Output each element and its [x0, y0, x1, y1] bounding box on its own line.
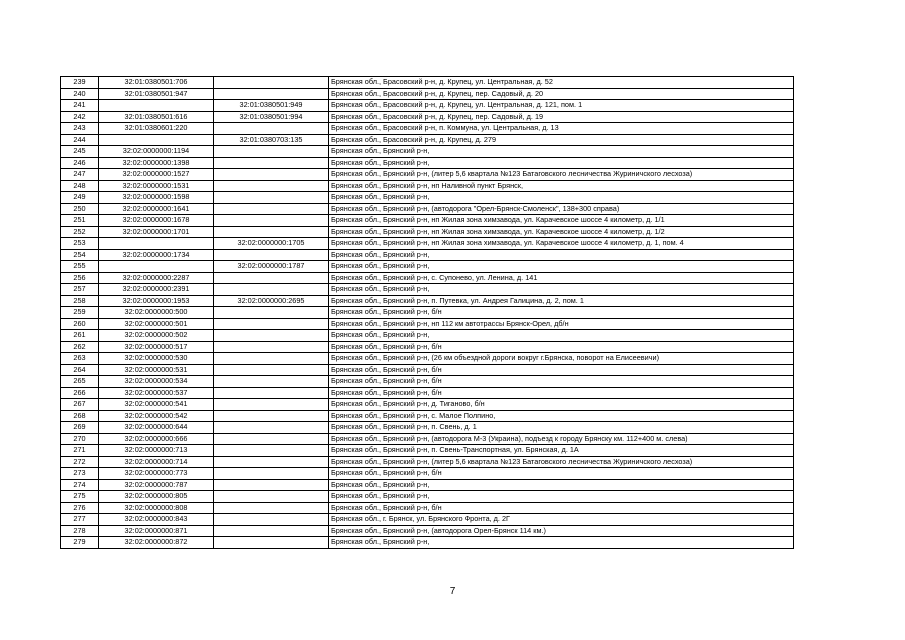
cadastral-number-cell: 32:02:0000000:871 [99, 525, 214, 537]
cadastral-number-cell: 32:02:0000000:843 [99, 514, 214, 526]
table-row [61, 491, 794, 503]
cadastral-number-cell: 32:02:0000000:808 [99, 502, 214, 514]
related-cadastral-number-cell: 32:01:0380501:949 [214, 100, 329, 112]
address-cell: Брянская обл., Брянский р-н, нп Жилая зона химзавода, ул. Карачевское шоссе 4 километр, д. 1/2 [329, 226, 794, 238]
related-cadastral-number-cell [214, 192, 329, 204]
address-cell: Брянская обл., Брянский р-н, (автодорога "Орел-Брянск-Смоленск", 138+300 справа) [329, 203, 794, 215]
cadastral-number-cell: 32:01:0380501:947 [99, 88, 214, 100]
related-cadastral-number-cell [214, 203, 329, 215]
related-cadastral-number-cell: 32:02:0000000:2695 [214, 295, 329, 307]
table-row [61, 479, 794, 491]
related-cadastral-number-cell [214, 399, 329, 411]
table-row [61, 249, 794, 261]
address-cell: Брянская обл., Брянский р-н, (литер 5,6 квартала №123 Батаговского лесничества Журиничского лесхоза) [329, 456, 794, 468]
row-number-cell: 247 [61, 169, 99, 181]
address-cell: Брянская обл., Брянский р-н, [329, 192, 794, 204]
table-row [61, 433, 794, 445]
cadastral-number-cell: 32:02:0000000:2391 [99, 284, 214, 296]
table-row [61, 88, 794, 100]
related-cadastral-number-cell [214, 456, 329, 468]
address-cell: Брянская обл., Брянский р-н, б/н [329, 341, 794, 353]
address-cell: Брянская обл., Брянский р-н, п. Путевка, ул. Андрея Галицина, д. 2, пом. 1 [329, 295, 794, 307]
row-number-cell: 268 [61, 410, 99, 422]
cadastral-number-cell: 32:02:0000000:500 [99, 307, 214, 319]
related-cadastral-number-cell [214, 422, 329, 434]
row-number-cell: 273 [61, 468, 99, 480]
row-number-cell: 245 [61, 146, 99, 158]
table-row [61, 307, 794, 319]
cadastral-number-cell: 32:02:0000000:713 [99, 445, 214, 457]
table-row [61, 169, 794, 181]
row-number-cell: 272 [61, 456, 99, 468]
cadastral-number-cell: 32:02:0000000:666 [99, 433, 214, 445]
row-number-cell: 270 [61, 433, 99, 445]
related-cadastral-number-cell [214, 249, 329, 261]
table-row [61, 364, 794, 376]
related-cadastral-number-cell [214, 169, 329, 181]
table-row [61, 146, 794, 158]
cadastral-number-cell [99, 134, 214, 146]
related-cadastral-number-cell [214, 272, 329, 284]
row-number-cell: 267 [61, 399, 99, 411]
row-number-cell: 251 [61, 215, 99, 227]
table-row [61, 134, 794, 146]
address-cell: Брянская обл., Брянский р-н, нп Жилая зона химзавода, ул. Карачевское шоссе 4 километр, д. 1, пом. 4 [329, 238, 794, 250]
related-cadastral-number-cell [214, 410, 329, 422]
cadastral-number-cell: 32:02:0000000:501 [99, 318, 214, 330]
row-number-cell: 249 [61, 192, 99, 204]
row-number-cell: 269 [61, 422, 99, 434]
row-number-cell: 277 [61, 514, 99, 526]
address-cell: Брянская обл., Брасовский р-н, д. Крупец, ул. Центральная, д. 121, пом. 1 [329, 100, 794, 112]
table-row [61, 422, 794, 434]
row-number-cell: 271 [61, 445, 99, 457]
table-row [61, 376, 794, 388]
address-cell: Брянская обл., Брянский р-н, нп Наливной пункт Брянск, [329, 180, 794, 192]
address-cell: Брянская обл., Брянский р-н, (автодорога Орел-Брянск 114 км.) [329, 525, 794, 537]
page-number: 7 [449, 586, 456, 597]
table-row [61, 100, 794, 112]
cadastral-number-cell: 32:02:0000000:1953 [99, 295, 214, 307]
address-cell: Брянская обл., Брянский р-н, [329, 330, 794, 342]
address-cell: Брянская обл., Брянский р-н, с. Супонево, ул. Ленина, д. 141 [329, 272, 794, 284]
row-number-cell: 242 [61, 111, 99, 123]
related-cadastral-number-cell [214, 318, 329, 330]
related-cadastral-number-cell: 32:02:0000000:1705 [214, 238, 329, 250]
address-cell: Брянская обл., Брянский р-н, п. Свень, д. 1 [329, 422, 794, 434]
related-cadastral-number-cell [214, 341, 329, 353]
cadastral-number-cell: 32:02:0000000:531 [99, 364, 214, 376]
related-cadastral-number-cell [214, 445, 329, 457]
row-number-cell: 278 [61, 525, 99, 537]
table-row [61, 77, 794, 89]
table-row [61, 180, 794, 192]
property-registry-table [60, 76, 794, 549]
cadastral-number-cell: 32:02:0000000:787 [99, 479, 214, 491]
address-cell: Брянская обл., Брасовский р-н, д. Крупец, д. 279 [329, 134, 794, 146]
related-cadastral-number-cell [214, 353, 329, 365]
address-cell: Брянская обл., Брасовский р-н, д. Крупец, ул. Центральная, д. 52 [329, 77, 794, 89]
cadastral-number-cell: 32:02:0000000:714 [99, 456, 214, 468]
row-number-cell: 243 [61, 123, 99, 135]
row-number-cell: 257 [61, 284, 99, 296]
table-row [61, 192, 794, 204]
related-cadastral-number-cell [214, 537, 329, 549]
table-row [61, 111, 794, 123]
related-cadastral-number-cell [214, 77, 329, 89]
address-cell: Брянская обл., Брянский р-н, б/н [329, 376, 794, 388]
cadastral-number-cell [99, 100, 214, 112]
table-row [61, 238, 794, 250]
cadastral-number-cell: 32:02:0000000:773 [99, 468, 214, 480]
cadastral-number-cell: 32:02:0000000:644 [99, 422, 214, 434]
table-row [61, 261, 794, 273]
cadastral-number-cell: 32:02:0000000:872 [99, 537, 214, 549]
related-cadastral-number-cell [214, 123, 329, 135]
row-number-cell: 261 [61, 330, 99, 342]
row-number-cell: 252 [61, 226, 99, 238]
address-cell: Брянская обл., Брасовский р-н, д. Крупец, пер. Садовый, д. 20 [329, 88, 794, 100]
row-number-cell: 274 [61, 479, 99, 491]
cadastral-number-cell: 32:02:0000000:537 [99, 387, 214, 399]
table-row [61, 226, 794, 238]
cadastral-number-cell: 32:02:0000000:1641 [99, 203, 214, 215]
related-cadastral-number-cell [214, 376, 329, 388]
row-number-cell: 255 [61, 261, 99, 273]
address-cell: Брянская обл., Брянский р-н, (литер 5,6 квартала №123 Батаговского лесничества Журиничского лесхоза) [329, 169, 794, 181]
cadastral-number-cell: 32:02:0000000:517 [99, 341, 214, 353]
related-cadastral-number-cell [214, 468, 329, 480]
cadastral-number-cell: 32:02:0000000:1527 [99, 169, 214, 181]
table-row [61, 284, 794, 296]
table-row [61, 341, 794, 353]
cadastral-number-cell: 32:02:0000000:502 [99, 330, 214, 342]
related-cadastral-number-cell [214, 146, 329, 158]
row-number-cell: 259 [61, 307, 99, 319]
related-cadastral-number-cell [214, 479, 329, 491]
table-row [61, 410, 794, 422]
address-cell: Брянская обл., Брянский р-н, [329, 157, 794, 169]
address-cell: Брянская обл., Брянский р-н, нп Жилая зона химзавода, ул. Карачевское шоссе 4 километр, д. 1/1 [329, 215, 794, 227]
address-cell: Брянская обл., Брянский р-н, [329, 491, 794, 503]
related-cadastral-number-cell [214, 157, 329, 169]
row-number-cell: 248 [61, 180, 99, 192]
row-number-cell: 276 [61, 502, 99, 514]
related-cadastral-number-cell [214, 330, 329, 342]
row-number-cell: 262 [61, 341, 99, 353]
table-row [61, 525, 794, 537]
address-cell: Брянская обл., Брянский р-н, [329, 479, 794, 491]
address-cell: Брянская обл., Брянский р-н, [329, 249, 794, 261]
row-number-cell: 256 [61, 272, 99, 284]
related-cadastral-number-cell [214, 215, 329, 227]
table-row [61, 502, 794, 514]
row-number-cell: 250 [61, 203, 99, 215]
related-cadastral-number-cell: 32:01:0380501:994 [214, 111, 329, 123]
cadastral-number-cell: 32:02:0000000:1701 [99, 226, 214, 238]
address-cell: Брянская обл., Брянский р-н, [329, 537, 794, 549]
address-cell: Брянская обл., Брянский р-н, б/н [329, 364, 794, 376]
cadastral-number-cell [99, 261, 214, 273]
table-row [61, 215, 794, 227]
related-cadastral-number-cell [214, 88, 329, 100]
cadastral-number-cell: 32:01:0380501:616 [99, 111, 214, 123]
cadastral-number-cell [99, 238, 214, 250]
cadastral-number-cell: 32:02:0000000:805 [99, 491, 214, 503]
table-row [61, 537, 794, 549]
table-row [61, 514, 794, 526]
table-body [61, 77, 794, 549]
table-row [61, 353, 794, 365]
row-number-cell: 265 [61, 376, 99, 388]
address-cell: Брянская обл., Брянский р-н, (26 км объездной дороги вокруг г.Брянска, поворот на Елисеевичи) [329, 353, 794, 365]
address-cell: Брянская обл., Брянский р-н, б/н [329, 468, 794, 480]
table-row [61, 123, 794, 135]
address-cell: Брянская обл., Брасовский р-н, п. Коммуна, ул. Центральная, д. 13 [329, 123, 794, 135]
address-cell: Брянская обл., Брасовский р-н, д. Крупец, пер. Садовый, д. 19 [329, 111, 794, 123]
row-number-cell: 258 [61, 295, 99, 307]
table-row [61, 157, 794, 169]
address-cell: Брянская обл., Брянский р-н, [329, 284, 794, 296]
table-row [61, 445, 794, 457]
related-cadastral-number-cell: 32:02:0000000:1787 [214, 261, 329, 273]
row-number-cell: 279 [61, 537, 99, 549]
cadastral-number-cell: 32:02:0000000:534 [99, 376, 214, 388]
table-row [61, 272, 794, 284]
cadastral-number-cell: 32:02:0000000:2287 [99, 272, 214, 284]
related-cadastral-number-cell [214, 364, 329, 376]
table-row [61, 456, 794, 468]
cadastral-number-cell: 32:02:0000000:530 [99, 353, 214, 365]
address-cell: Брянская обл., Брянский р-н, [329, 146, 794, 158]
address-cell: Брянская обл., Брянский р-н, д. Тиганово, б/н [329, 399, 794, 411]
row-number-cell: 253 [61, 238, 99, 250]
related-cadastral-number-cell [214, 502, 329, 514]
cadastral-number-cell: 32:02:0000000:1531 [99, 180, 214, 192]
row-number-cell: 263 [61, 353, 99, 365]
related-cadastral-number-cell [214, 284, 329, 296]
row-number-cell: 260 [61, 318, 99, 330]
table-row [61, 468, 794, 480]
row-number-cell: 239 [61, 77, 99, 89]
address-cell: Брянская обл., Брянский р-н, б/н [329, 387, 794, 399]
row-number-cell: 264 [61, 364, 99, 376]
cadastral-number-cell: 32:02:0000000:1734 [99, 249, 214, 261]
cadastral-number-cell: 32:02:0000000:1678 [99, 215, 214, 227]
table-row [61, 295, 794, 307]
related-cadastral-number-cell [214, 180, 329, 192]
related-cadastral-number-cell [214, 226, 329, 238]
row-number-cell: 275 [61, 491, 99, 503]
related-cadastral-number-cell [214, 491, 329, 503]
cadastral-number-cell: 32:02:0000000:1398 [99, 157, 214, 169]
row-number-cell: 244 [61, 134, 99, 146]
row-number-cell: 266 [61, 387, 99, 399]
table-row [61, 330, 794, 342]
row-number-cell: 254 [61, 249, 99, 261]
address-cell: Брянская обл., г. Брянск, ул. Брянского Фронта, д. 2Г [329, 514, 794, 526]
cadastral-number-cell: 32:02:0000000:1194 [99, 146, 214, 158]
related-cadastral-number-cell [214, 433, 329, 445]
address-cell: Брянская обл., Брянский р-н, б/н [329, 502, 794, 514]
table-row [61, 203, 794, 215]
address-cell: Брянская обл., Брянский р-н, п. Свень-Транспортная, ул. Брянская, д. 1А [329, 445, 794, 457]
related-cadastral-number-cell [214, 387, 329, 399]
table-row [61, 318, 794, 330]
address-cell: Брянская обл., Брянский р-н, нп 112 км автотрассы Брянск-Орел, дб/н [329, 318, 794, 330]
related-cadastral-number-cell: 32:01:0380703:135 [214, 134, 329, 146]
cadastral-number-cell: 32:02:0000000:542 [99, 410, 214, 422]
address-cell: Брянская обл., Брянский р-н, [329, 261, 794, 273]
address-cell: Брянская обл., Брянский р-н, с. Малое Полпино, [329, 410, 794, 422]
address-cell: Брянская обл., Брянский р-н, (автодорога М-3 (Украина), подъезд к городу Брянску км. 112+400 м. слева) [329, 433, 794, 445]
cadastral-number-cell: 32:02:0000000:541 [99, 399, 214, 411]
cadastral-number-cell: 32:01:0380501:706 [99, 77, 214, 89]
row-number-cell: 241 [61, 100, 99, 112]
table-row [61, 387, 794, 399]
related-cadastral-number-cell [214, 514, 329, 526]
related-cadastral-number-cell [214, 307, 329, 319]
address-cell: Брянская обл., Брянский р-н, б/н [329, 307, 794, 319]
row-number-cell: 246 [61, 157, 99, 169]
cadastral-number-cell: 32:01:0380601:220 [99, 123, 214, 135]
row-number-cell: 240 [61, 88, 99, 100]
related-cadastral-number-cell [214, 525, 329, 537]
cadastral-number-cell: 32:02:0000000:1598 [99, 192, 214, 204]
table-row [61, 399, 794, 411]
